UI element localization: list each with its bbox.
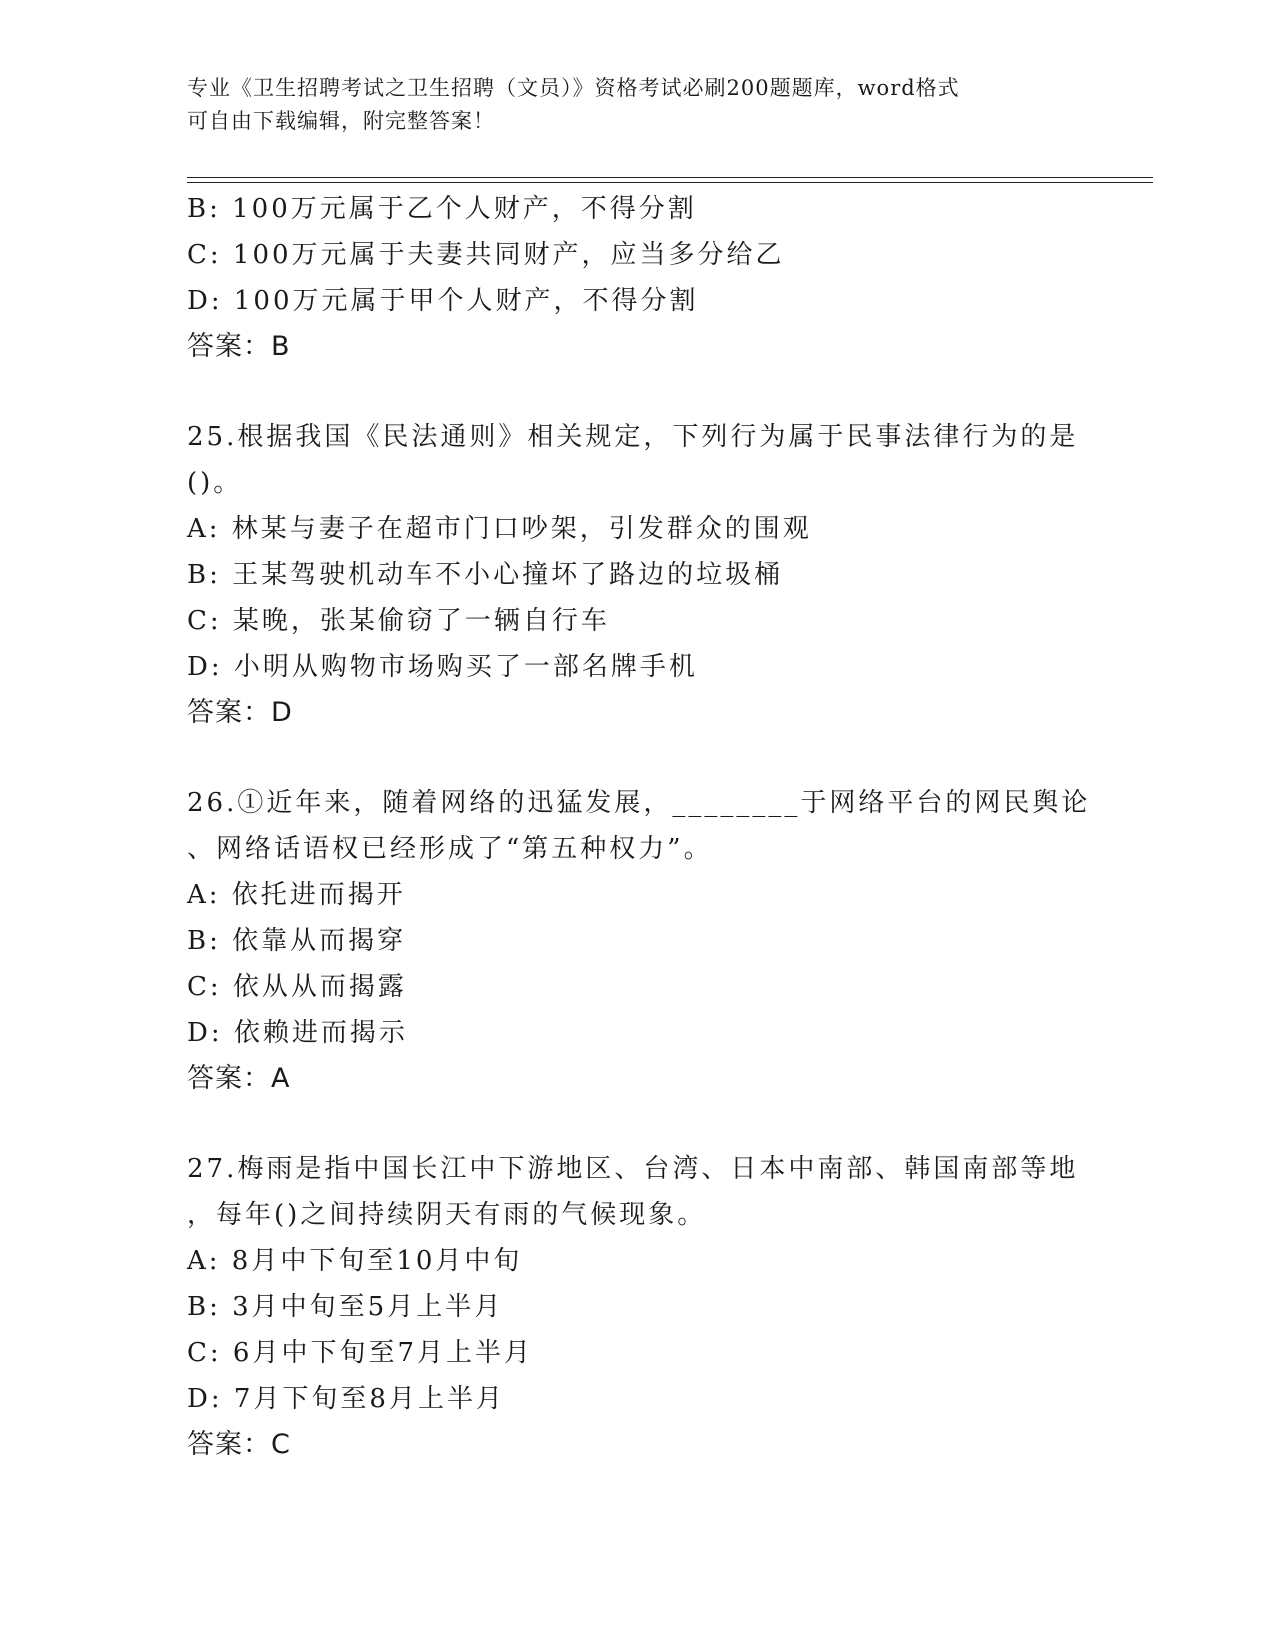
q25-option-c: C: 某晚，张某偷窃了一辆自行车 [187, 606, 610, 636]
q26-option-a: A: 依托进而揭开 [187, 880, 406, 910]
q27-option-d: D: 7月下旬至8月上半月 [187, 1384, 505, 1414]
q27-option-a: A: 8月中下旬至10月中旬 [187, 1246, 523, 1276]
q27-option-c: C: 6月中下旬至7月上半月 [187, 1338, 534, 1368]
q25-stem-line-2: ()。 [187, 468, 243, 498]
spacer [187, 370, 1087, 414]
q27-answer: 答案：C [187, 1429, 291, 1460]
question-24-block [187, 186, 1087, 370]
question-25-block [187, 414, 1087, 736]
q26-option-b: B: 依靠从而揭穿 [187, 926, 407, 956]
header-rule-top [187, 177, 1153, 178]
q25-option-d: D: 小明从购物市场购买了一部名牌手机 [187, 652, 698, 682]
q25-option-a: A: 林某与妻子在超市门口吵架，引发群众的围观 [187, 514, 812, 544]
q26-stem-line-2: 、网络话语权已经形成了“第五种权力”。 [187, 834, 713, 864]
q26-answer: 答案：A [187, 1063, 291, 1094]
q26-option-c: C: 依从从而揭露 [187, 972, 407, 1002]
q24-option-c: C: 100万元属于夫妻共同财产，应当多分给乙 [187, 240, 785, 270]
question-content [187, 186, 1091, 1468]
spacer [187, 1102, 1087, 1146]
spacer [187, 736, 1087, 780]
q26-stem-line-1: 26.①近年来，随着网络的迅猛发展，________于网络平台的网民舆论 [187, 788, 1091, 818]
document-header [187, 72, 1067, 138]
q27-stem-line-1: 27.梅雨是指中国长江中下游地区、台湾、日本中南部、韩国南部等地 [187, 1154, 1079, 1184]
header-rule-bottom [187, 182, 1153, 183]
q24-answer: 答案：B [187, 331, 291, 362]
q24-option-d: D: 100万元属于甲个人财产，不得分割 [187, 286, 699, 316]
q26-option-d: D: 依赖进而揭示 [187, 1018, 408, 1048]
q25-answer: 答案：D [187, 697, 293, 728]
question-27-block [187, 1146, 1087, 1468]
header-line-2: 可自由下载编辑，附完整答案！ [187, 109, 495, 133]
question-26-block [187, 780, 1091, 1102]
q27-stem-line-2: ，每年()之间持续阴天有雨的气候现象。 [187, 1200, 707, 1230]
q25-stem-line-1: 25.根据我国《民法通则》相关规定，下列行为属于民事法律行为的是 [187, 422, 1079, 452]
q27-option-b: B: 3月中旬至5月上半月 [187, 1292, 504, 1322]
header-line-1: 专业《卫生招聘考试之卫生招聘（文员）》资格考试必刷200题题库，word格式 [187, 76, 960, 100]
q25-option-b: B: 王某驾驶机动车不小心撞坏了路边的垃圾桶 [187, 560, 784, 590]
q24-option-b: B: 100万元属于乙个人财产，不得分割 [187, 194, 697, 224]
